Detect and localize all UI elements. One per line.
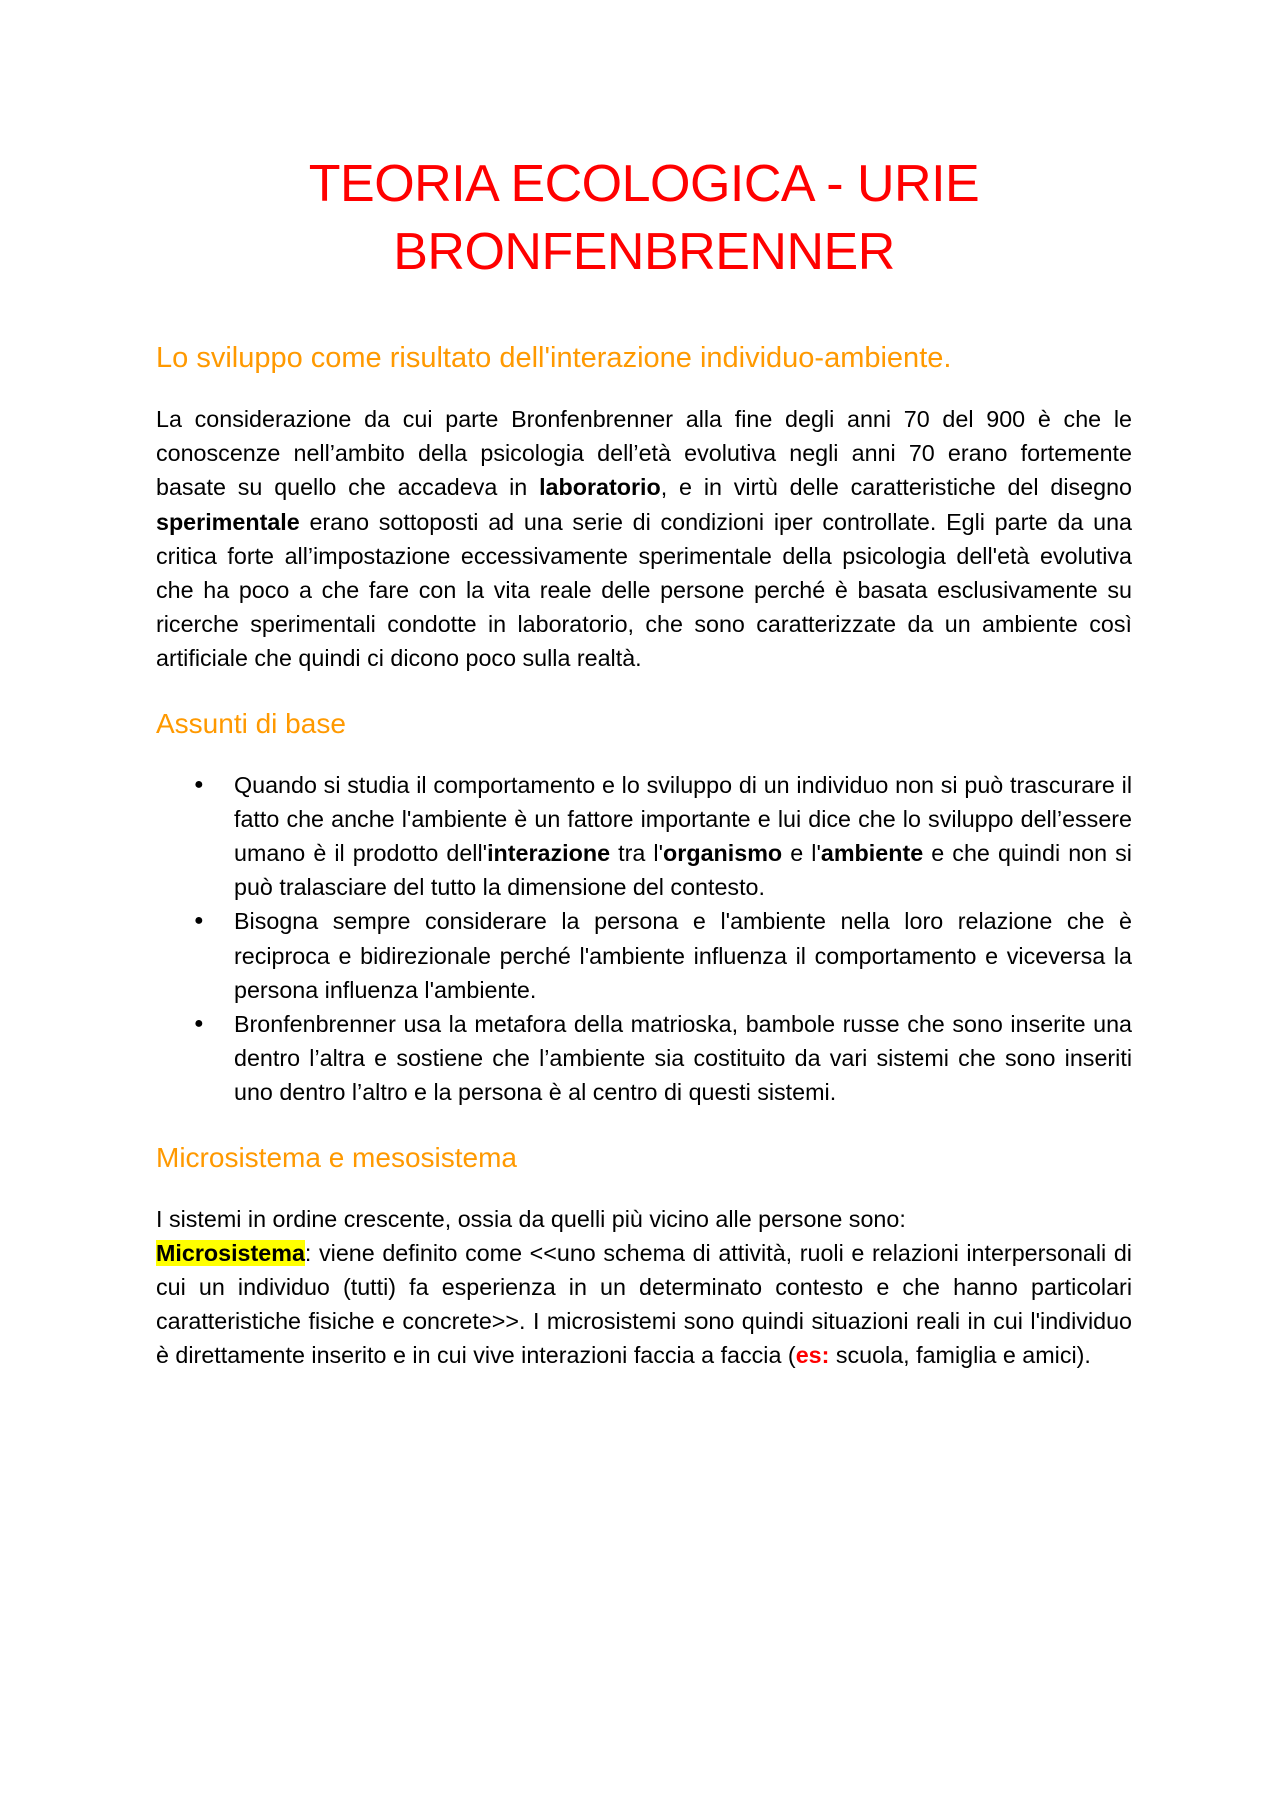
section-heading-assunti: Assunti di base <box>156 707 346 739</box>
document-title <box>156 150 1132 286</box>
paragraph-text: , e in virtù delle caratteristiche del disegno <box>660 474 1132 501</box>
list-item <box>156 1007 1132 1110</box>
bullet-icon: ● <box>194 775 204 793</box>
bold-term-sperimentale: sperimentale <box>156 508 300 535</box>
title-line-2: BRONFENBRENNER <box>393 223 895 281</box>
list-item-text: e che quindi non si può tralasciare del tutto la dimensione del contesto. <box>234 840 1132 901</box>
section-heading-microsistema: Microsistema e mesosistema <box>156 1141 517 1173</box>
list-item <box>156 904 1132 1007</box>
highlighted-term-microsistema: Microsistema <box>156 1239 305 1266</box>
title-line-1: TEORIA ECOLOGICA - URIE <box>308 155 980 213</box>
example-label: es: <box>795 1342 830 1369</box>
bold-term-organismo: organismo <box>663 840 783 867</box>
bullet-icon: ● <box>194 912 204 930</box>
bold-term-laboratorio: laboratorio <box>539 474 661 501</box>
bold-term-ambiente: ambiente <box>820 840 924 867</box>
document-page <box>156 150 1132 1373</box>
list-item-text: Bronfenbrenner usa la metafora della matrioska, bambole russe che sono inserite una dentro l’altra e sostiene che l’ambiente sia costituito da vari sistemi che sono inseriti uno dentro l’altro e la persona è al centro di questi sistemi. <box>234 1011 1132 1106</box>
list-item-text: tra l' <box>610 840 664 867</box>
paragraph-microsistema <box>156 1236 1132 1373</box>
list-item-text: e l' <box>782 840 821 867</box>
list-item-text: Bisogna sempre considerare la persona e l'ambiente nella loro relazione che è reciproca e bidirezionale perché l'ambiente influenza il comportamento e viceversa la persona influenza l'ambiente. <box>234 908 1132 1003</box>
section-heading-sviluppo: Lo sviluppo come risultato dell'interazione individuo-ambiente. <box>156 342 952 374</box>
paragraph-introduzione <box>156 402 1132 676</box>
paragraph-text: La considerazione da cui parte Bronfenbrenner alla fine degli anni 70 del 900 è che le conoscenze nell’ambito della psicologia dell’età evolutiva negli anni 70 erano fortemente basate su quello che accadeva in <box>156 406 1132 501</box>
list-item <box>156 768 1132 905</box>
bold-term-interazione: interazione <box>487 840 611 867</box>
list-item-text: Quando si studia il comportamento e lo sviluppo di un individuo non si può trascurare il fatto che anche l'ambiente è un fattore importante e lui dice che lo sviluppo dell’essere umano è il prodotto dell' <box>234 771 1132 867</box>
paragraph-text: erano sottoposti ad una serie di condizioni iper controllate. Egli parte da una critica forte all’impostazione eccessivamente sperimentale della psicologia dell'età evolutiva che ha poco a che fare con la vita reale delle persone perché è basata esclusivamente su ricerche sperimentali condotte in laboratorio, che sono caratterizzate da un ambiente così artificiale che quindi ci dicono poco sulla realtà. <box>156 508 1132 672</box>
bullet-icon: ● <box>194 1015 204 1033</box>
paragraph-text: scuola, famiglia e amici). <box>829 1342 1091 1369</box>
paragraph-text: : viene definito come <<uno schema di attività, ruoli e relazioni interpersonali di cui un individuo (tutti) fa esperienza in un determinato contesto e che hanno particolari caratteristiche fisiche e concrete>>. I microsistemi sono quindi situazioni reali in cui l'individuo è direttamente inserito e in cui vive interazioni faccia a faccia ( <box>156 1239 1132 1369</box>
paragraph-sistemi-intro: I sistemi in ordine crescente, ossia da quelli più vicino alle persone sono: <box>156 1205 906 1232</box>
assunti-list <box>156 768 1132 1110</box>
